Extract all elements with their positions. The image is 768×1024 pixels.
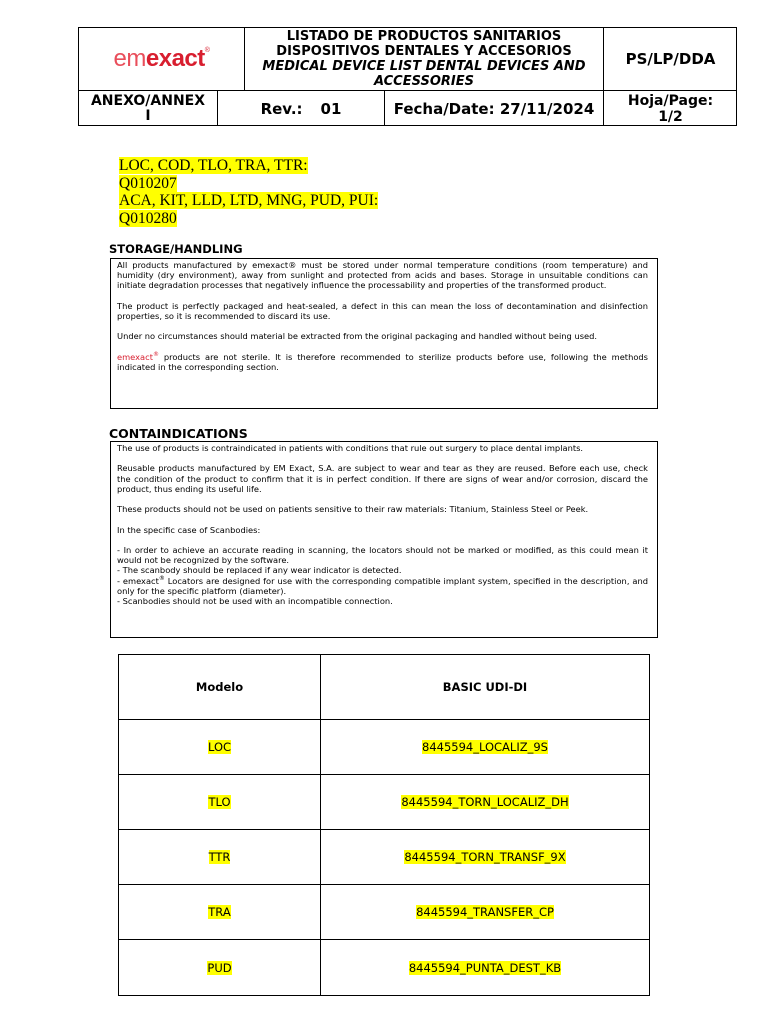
header-modelo: Modelo [119,655,321,719]
model-cell: TTR [208,850,231,864]
document-code: PS/LP/DDA [604,28,737,91]
title-line-3: MEDICAL DEVICE LIST DENTAL DEVICES AND [262,59,586,74]
title-line-2: DISPOSITIVOS DENTALES Y ACCESORIOS [276,44,572,59]
udi-table [118,654,650,996]
contraindications-title: CONTAINDICATIONS [109,426,248,441]
title-line-1: LISTADO DE PRODUCTOS SANITARIOS [286,29,562,44]
udi-cell: 8445594_PUNTA_DEST_KB [408,960,562,975]
table-row [119,885,649,940]
storage-title: STORAGE/HANDLING [109,242,243,256]
storage-paragraph: All products manufactured by emexact® must be stored under normal temperature conditions (room temperature) and humidity (dry environment), away from sunlight and protected from acids and bases. Storage in unsuitable conditions can initiate degradation processes that negatively influence the processability and properties of the transformed product. [117,260,648,291]
certificate-codes [119,157,378,227]
contra-paragraph: - In order to achieve an accurate reading in scanning, the locators should not be marked or modified, as this could mean it would not be recognized by the software. [117,544,648,566]
document-header [78,27,737,126]
storage-box [110,258,658,409]
model-cell: TLO [208,795,231,809]
revision-value: 01 [320,99,342,118]
table-row [119,940,649,995]
revision [218,91,385,126]
annex-label: ANEXO/ANNEX I [79,91,218,126]
udi-cell: 8445594_TRANSFER_CP [416,905,554,919]
model-cell: LOC [207,740,232,754]
model-cell: PUD [207,960,232,975]
codes-line-1: LOC, COD, TLO, TRA, TTR: [119,157,308,174]
document-date: Fecha/Date: 27/11/2024 [385,91,604,126]
table-row [119,720,649,775]
contra-paragraph: - emexact® Locators are designed for use with the corresponding compatible implant system, specified in the description, and only for the specific platform (diameter). [117,574,648,596]
udi-cell: 8445594_TORN_TRANSF_9X [404,850,566,864]
page-number: Hoja/Page: 1/2 [627,92,714,125]
logo-cell [79,28,245,91]
model-cell: TRA [208,905,231,919]
storage-paragraph: The product is perfectly packaged and heat-sealed, a defect in this can mean the loss of decontamination and disinfection properties, so it is recommended to discard its use. [117,300,648,321]
udi-cell: 8445594_LOCALIZ_9S [422,740,548,754]
document-title [245,28,604,91]
title-line-4: ACCESSORIES [373,74,475,89]
contra-paragraph: Reusable products manufactured by EM Exact, S.A. are subject to wear and tear as they are reused. Before each use, check the condition of the product to confirm that it is in perfect condition. If there are signs of wear and/or corrosion, discard the product, thus ending its useful life. [117,463,648,494]
udi-cell: 8445594_TORN_LOCALIZ_DH [401,795,569,809]
contraindications-box [110,441,658,638]
codes-line-4: Q010280 [119,209,177,227]
contra-paragraph: The use of products is contraindicated in patients with conditions that rule out surgery to place dental implants. [117,443,584,453]
table-row [119,830,649,885]
contra-paragraph: These products should not be used on patients sensitive to their raw materials: Titanium, Stainless Steel or Peek. [117,504,589,515]
storage-paragraph: Under no circumstances should material be extracted from the original packaging and handled without being used. [117,331,598,342]
table-row [119,775,649,830]
emexact-logo: emexact® [113,45,210,72]
codes-line-2: Q010207 [119,174,177,192]
revision-label: Rev.: [260,99,303,118]
contra-paragraph: - The scanbody should be replaced if any wear indicator is detected. [117,565,402,576]
contra-paragraph: - Scanbodies should not be used with an incompatible connection. [117,595,393,606]
codes-line-3: ACA, KIT, LLD, LTD, MNG, PUD, PUI: [119,192,379,209]
contra-paragraph: In the specific case of Scanbodies: [117,524,261,535]
header-basic-udi: BASIC UDI-DI [442,680,528,694]
storage-paragraph: emexact® products are not sterile. It is therefore recommended to sterilize products before use, following the methods indicated in the corresponding section. [117,350,648,372]
table-header-row [119,655,649,720]
